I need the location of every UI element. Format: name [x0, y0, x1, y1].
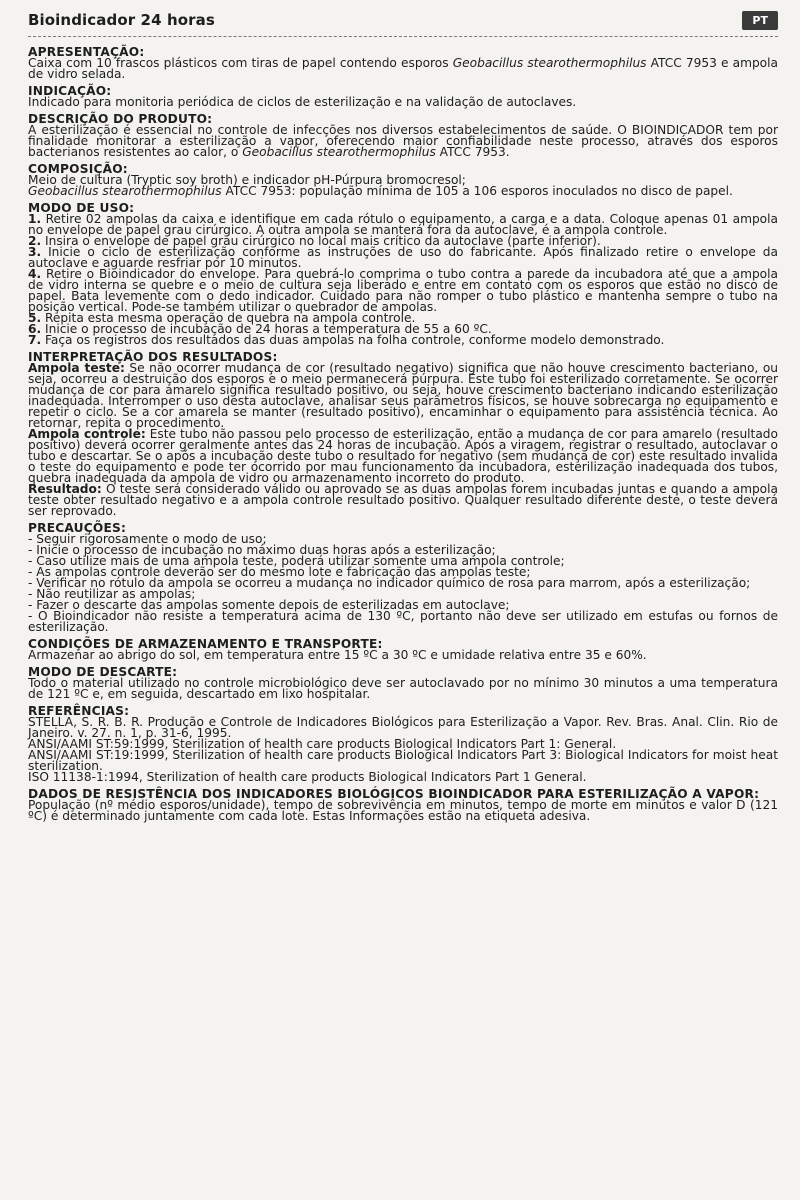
step-text: Retire o Bioindicador do envelope. Para quebrá-lo comprima o tubo contra a parede da incubadora até que a ampola de vidro interna se quebre e o meio de cultura seja liberado e entre em contato com os esporos que estão no disco de papel. Bata levemente com o dedo indicador. Cuidado para não romper o tubo plástico e mantenha sempre o tubo na posição vertical. Pode-se também utilizar o quebrador de ampolas.: [28, 267, 778, 314]
species-name: Geobacillus stearothermophilus: [28, 184, 222, 198]
step-number: 4.: [28, 267, 42, 281]
result-paragraph: [28, 363, 778, 429]
step-text: Repita esta mesma operação de quebra na ampola controle.: [41, 311, 416, 325]
paragraph-text: Este tubo não passou pelo processo de esterilização, então a mudança de cor para amarelo (resultado positivo) deverá ocorrer geralmente antes das 24 horas de incubação. Após a viragem, registrar o resultado, autoclavar o tubo e descartar. Se o após a incubação deste tubo o resultado for negativo (sem mudança de cor) este resultado invalida o teste do equipamento e pode ter ocorrido por mau funcionamento da incubadora, esterilização inadequada dos tubos, quebra inadequada da ampola de vidro ou armazenamento incorreto do produto.: [28, 427, 778, 485]
step-text: Inicie o processo de incubação de 24 horas a temperatura de 55 a 60 ºC.: [41, 322, 492, 336]
result-paragraph: [28, 484, 778, 517]
section-text: Todo o material utilizado no controle microbiológico deve ser autoclavado por no mínimo 30 minutos a uma temperatura de 121 ºC e, em seguida, descartado em lixo hospitalar.: [28, 676, 778, 701]
section-heading: PRECAUÇÕES:: [28, 521, 127, 535]
step-number: 1.: [28, 212, 42, 226]
section-referencias: [28, 706, 778, 783]
section-heading: REFERÊNCIAS:: [28, 704, 130, 718]
text-run: Caixa com 10 frascos plásticos com tiras de papel contendo esporos: [28, 56, 453, 70]
leaflet-header: [28, 10, 778, 30]
step-number: 5.: [28, 311, 42, 325]
section-heading: INTERPRETAÇÃO DOS RESULTADOS:: [28, 350, 278, 364]
section-heading: DADOS DE RESISTÊNCIA DOS INDICADORES BIOLÓGICOS BIOINDICADOR PARA ESTERILIZAÇÃO A VAPOR:: [28, 787, 760, 801]
step-item: [28, 269, 778, 313]
species-name: Geobacillus stearothermophilus: [242, 145, 436, 159]
section-descarte: [28, 667, 778, 700]
section-heading: COMPOSIÇÃO:: [28, 162, 128, 176]
header-divider: [28, 36, 778, 37]
section-heading: CONDIÇÕES DE ARMAZENAMENTO E TRANSPORTE:: [28, 637, 383, 651]
step-item: [28, 214, 778, 236]
list-item: - Verificar no rótulo da ampola se ocorreu a mudança no indicador químico de rosa para marrom, após a esterilização;: [28, 576, 751, 590]
paragraph-label: Resultado:: [28, 482, 102, 496]
species-name: Geobacillus stearothermophilus: [452, 56, 647, 70]
section-heading: DESCRIÇÃO DO PRODUTO:: [28, 112, 213, 126]
text-run: ATCC 7953.: [435, 145, 510, 159]
paragraph-text: O teste será considerado válido ou aprovado se as duas ampolas forem incubadas juntas e quando a ampola teste obter resultado negativo e a ampola controle resultado positivo. Qualquer resultado diferente deste, o teste deverá ser reprovado.: [28, 482, 778, 518]
section-text: Meio de cultura (Tryptic soy broth) e indicador pH-Púrpura bromocresol;: [28, 173, 466, 187]
text-run: ATCC 7953: população mínima de 105 a 106 esporos inoculados no disco de papel.: [221, 184, 733, 198]
step-item: [28, 247, 778, 269]
section-descricao: [28, 114, 778, 158]
list-item: - Fazer o descarte das ampolas somente depois de esterilizadas em autoclave;: [28, 598, 510, 612]
section-text: [28, 125, 778, 158]
section-apresentacao: [28, 47, 778, 80]
result-paragraph: [28, 429, 778, 484]
step-number: 6.: [28, 322, 42, 336]
step-number: 2.: [28, 234, 42, 248]
step-number: 7.: [28, 333, 42, 347]
list-item: - O Bioindicador não resiste a temperatura acima de 130 ºC, portanto não deve ser utilizado em estufas ou fornos de esterilização.: [28, 609, 778, 634]
step-text: Retire 02 ampolas da caixa e identifique em cada rótulo o equipamento, a carga e a data. Coloque apenas 01 ampola no envelope de papel grau cirúrgico. A outra ampola se manterá fora da autoclave, é a ampola controle.: [28, 212, 778, 237]
section-heading: MODO DE DESCARTE:: [28, 665, 178, 679]
section-text: [28, 186, 778, 197]
list-item: - As ampolas controle deverão ser do mesmo lote e fabricação das ampolas teste;: [28, 565, 531, 579]
step-item: [28, 335, 778, 346]
list-item: - Não reutilizar as ampolas;: [28, 587, 196, 601]
step-text: Inicie o ciclo de esterilização conforme as instruções de uso do fabricante. Após finalizado retire o envelope da autoclave e aguarde resfriar por 10 minutos.: [28, 245, 778, 270]
language-badge: PT: [742, 11, 778, 30]
section-heading: INDICAÇÃO:: [28, 84, 112, 98]
paragraph-label: Ampola teste:: [28, 361, 125, 375]
document-title: Bioindicador 24 horas: [28, 11, 215, 29]
list-item: - Seguir rigorosamente o modo de uso;: [28, 532, 267, 546]
reference-item: STELLA, S. R. B. R. Produção e Controle de Indicadores Biológicos para Esterilização a Vapor. Rev. Bras. Anal. Clin. Rio de Janeiro. v. 27. n. 1, p. 31-6, 1995.: [28, 715, 778, 740]
text-run: ATCC 7953 e ampola de vidro selada.: [28, 56, 778, 81]
section-indicacao: [28, 86, 778, 108]
section-heading: APRESENTAÇÃO:: [28, 45, 145, 59]
reference-item: ISO 11138-1:1994, Sterilization of health care products Biological Indicators Part 1 General.: [28, 770, 587, 784]
section-precaucoes: [28, 523, 778, 633]
section-text: Armazenar ao abrigo do sol, em temperatura entre 15 ºC a 30 ºC e umidade relativa entre 35 e 60%.: [28, 648, 647, 662]
section-composicao: [28, 164, 778, 197]
paragraph-label: Ampola controle:: [28, 427, 146, 441]
section-heading: MODO DE USO:: [28, 201, 135, 215]
section-text: [28, 58, 778, 80]
step-text: Insira o envelope de papel grau cirúrgico no local mais crítico da autoclave (parte inferior).: [41, 234, 601, 248]
step-text: Faça os registros dos resultados das duas ampolas na folha controle, conforme modelo demonstrado.: [41, 333, 665, 347]
paragraph-text: Se não ocorrer mudança de cor (resultado negativo) significa que não houve crescimento bacteriano, ou seja, ocorreu a destruição dos esporos e o meio permanecerá púrpura. Este tubo foi esterilizado corretamente. Se ocorrer mudança de cor para amarelo significa resultado positivo, ou seja, houve crescimento bacteriano indicando esterilização inadequada. Interromper o uso desta autoclave, analisar seus parâmetros físicos, se houve sobrecarga no equipamento e repetir o ciclo. Se a cor amarela se manter (resultado positivo), encaminhar o equipamento para assistência técnica. Ao retornar, repita o procedimento.: [28, 361, 778, 430]
step-number: 3.: [28, 245, 42, 259]
section-text: População (nº médio esporos/unidade), tempo de sobrevivência em minutos, tempo de morte em minutos e valor D (121 ºC) é determinado juntamente com cada lote. Estas Informações estão na etiqueta adesiva.: [28, 798, 778, 823]
section-text: Indicado para monitoria periódica de ciclos de esterilização e na validação de autoclaves.: [28, 95, 577, 109]
text-run: A esterilização é essencial no controle de infecções nos diversos estabelecimentos de saúde. O BIOINDICADOR tem por finalidade monitorar a esterilização a vapor, oferecendo maior confiabilidade neste processo, através dos esporos bacterianos resistentes ao calor, o: [28, 123, 778, 159]
list-item: - Inicie o processo de incubação no máximo duas horas após a esterilização;: [28, 543, 496, 557]
reference-item: ANSI/AAMI ST:59:1999, Sterilization of health care products Biological Indicators Part 1: General.: [28, 737, 617, 751]
list-item: - Caso utilize mais de uma ampola teste, poderá utilizar somente uma ampola controle;: [28, 554, 565, 568]
reference-item: ANSI/AAMI ST:19:1999, Sterilization of health care products Biological Indicators Part 3: Biological Indicators for moist heat sterilization.: [28, 748, 778, 773]
section-interpretacao: [28, 352, 778, 517]
section-armazenamento: [28, 639, 778, 661]
section-modo-de-uso: [28, 203, 778, 346]
section-dados-resistencia: [28, 789, 778, 822]
